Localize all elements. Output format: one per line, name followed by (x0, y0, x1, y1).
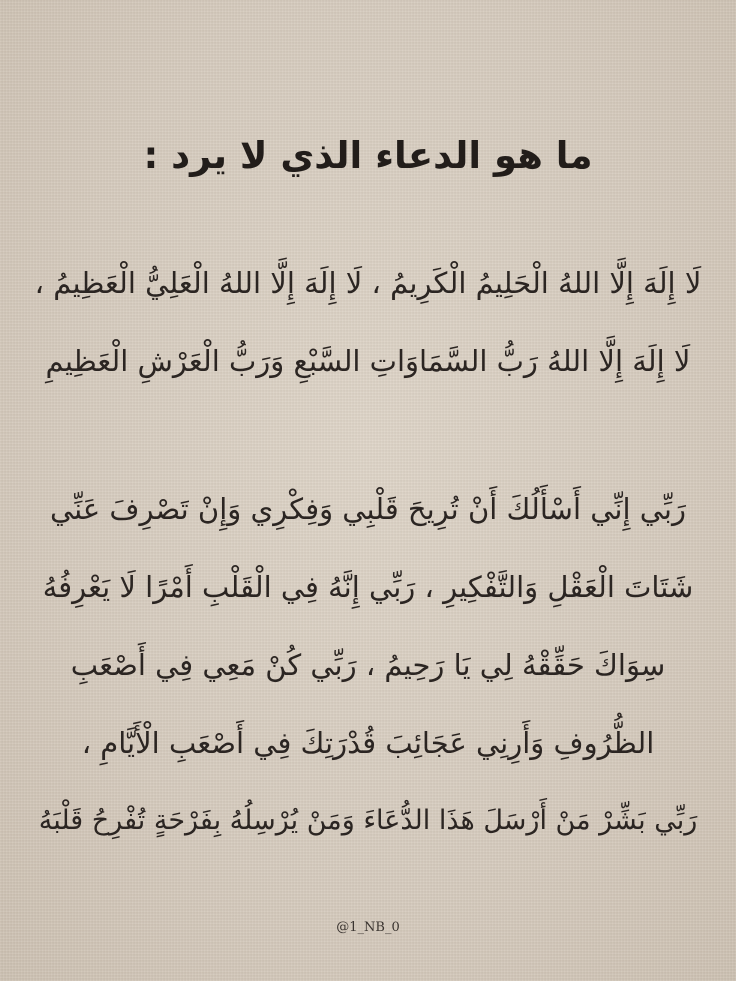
text-line: شَتَاتَ الْعَقْلِ وَالتَّفْكِيرِ ، رَبِّي إِنَّهُ فِي الْقَلْبِ أَمْرًا لَا يَعْرِفُهُ (42, 570, 694, 604)
text-line: الظُّرُوفِ وَأَرِنِي عَجَائِبَ قُدْرَتِكَ فِي أَصْعَبِ الْأَيَّامِ ، (81, 726, 655, 760)
text-line: سِوَاكَ حَقِّقْهُ لِي يَا رَحِيمُ ، رَبِّي كُنْ مَعِي فِي أَصْعَبِ (70, 648, 666, 682)
page-title: ما هو الدعاء الذي لا يرد : (143, 134, 593, 177)
author-handle: @1_NB_0 (336, 920, 400, 935)
text-line: رَبِّي إِنِّي أَسْأَلُكَ أَنْ تُرِيحَ قَلْبِي وَفِكْرِي وَإِنْ تَصْرِفَ عَنِّي (49, 492, 687, 526)
tahlil-stanza (30, 244, 706, 400)
text-line: لَا إِلَهَ إِلَّا اللهُ الْحَلِيمُ الْكَرِيمُ ، لَا إِلَهَ إِلَّا اللهُ الْعَلِيُّ الْعَظِيمُ ، (34, 266, 702, 300)
supplication-stanza (30, 470, 706, 860)
text-line: رَبِّي بَشِّرْ مَنْ أَرْسَلَ هَذَا الدُّعَاءَ وَمَنْ يُرْسِلُهُ بِفَرْحَةٍ تُفْرِحُ قَلْبَهُ (38, 805, 698, 836)
text-line: لَا إِلَهَ إِلَّا اللهُ رَبُّ السَّمَاوَاتِ السَّبْعِ وَرَبُّ الْعَرْشِ الْعَظِيمِ (45, 344, 691, 378)
